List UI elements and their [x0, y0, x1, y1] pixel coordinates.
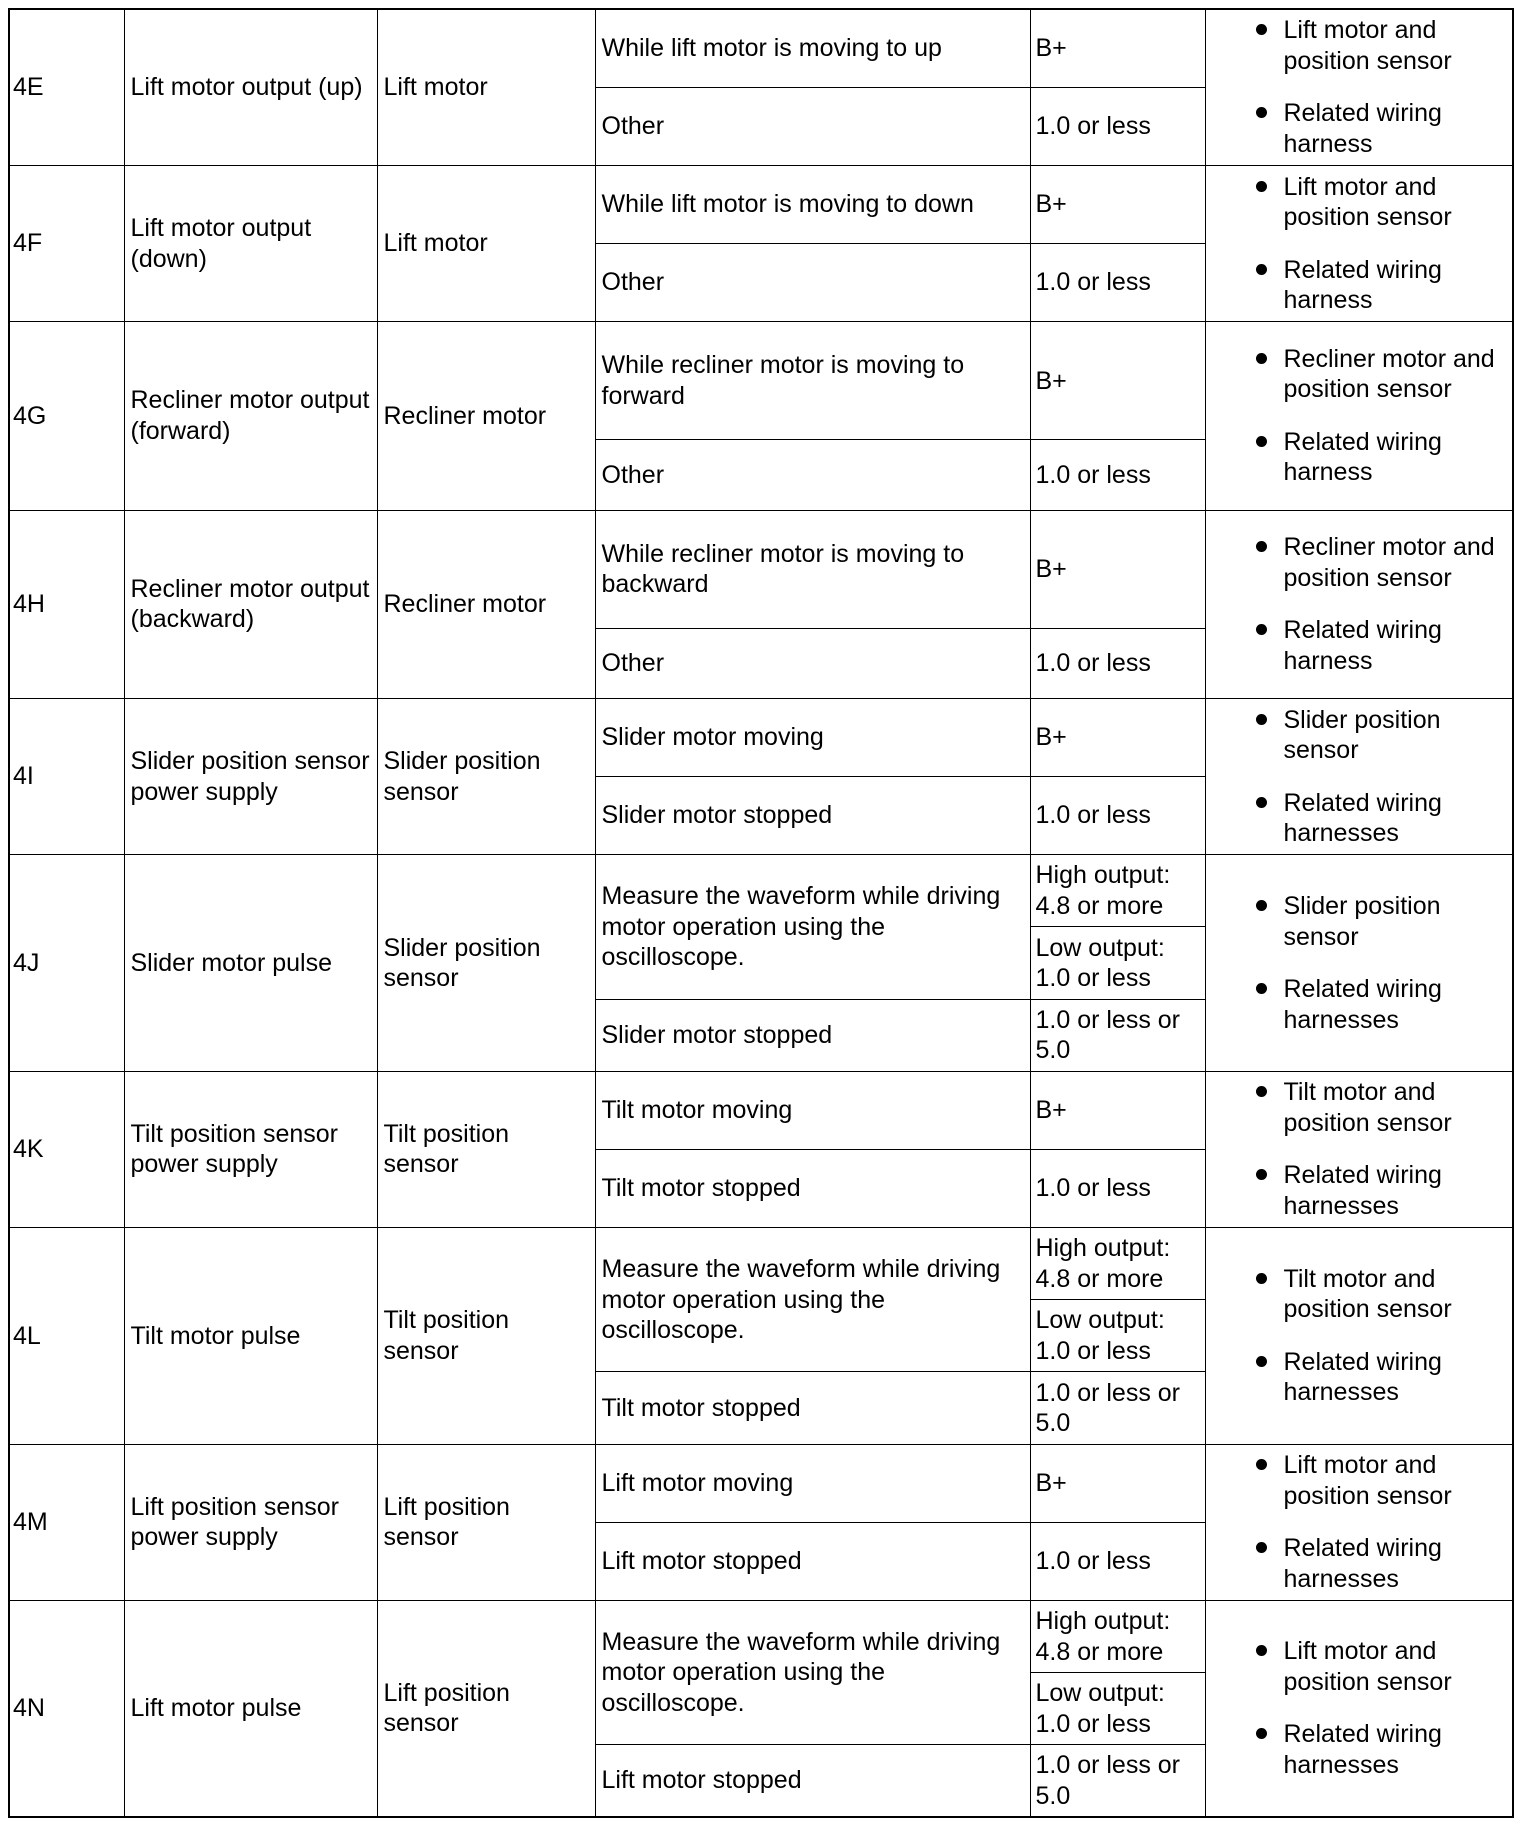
causes-list [1216, 1636, 1505, 1780]
terminal-no: 4E [9, 9, 124, 165]
value-cell: B+ [1030, 322, 1205, 440]
terminal-no: 4L [9, 1228, 124, 1444]
signal-name: Tilt motor pulse [124, 1228, 377, 1444]
bullet-icon [1256, 714, 1267, 725]
causes-list [1216, 1264, 1505, 1408]
condition-cell: Measure the waveform while driving motor operation using the oscilloscope. [595, 1228, 1030, 1372]
causes-list [1216, 344, 1505, 488]
bullet-icon [1256, 1169, 1267, 1180]
bullet-icon [1256, 353, 1267, 364]
component-name: Tilt position sensor [377, 1228, 595, 1444]
value-cell: B+ [1030, 510, 1205, 628]
condition-cell: While lift motor is moving to down [595, 165, 1030, 243]
cause-text: Tilt motor and position sensor [1283, 1264, 1452, 1324]
bullet-icon [1256, 1542, 1267, 1553]
signal-name: Slider position sensor power supply [124, 698, 377, 854]
bullet-icon [1256, 983, 1267, 994]
cause-item [1216, 172, 1505, 233]
component-name: Slider position sensor [377, 698, 595, 854]
terminal-no: 4F [9, 165, 124, 321]
cause-text: Related wiring harness [1283, 99, 1442, 158]
cause-text: Related wiring harness [1283, 255, 1442, 315]
value-cell: High output: 4.8 or more [1030, 1600, 1205, 1672]
table-row [9, 855, 1513, 927]
cause-text: Tilt motor and position sensor [1283, 1078, 1452, 1137]
cause-item [1216, 1719, 1505, 1780]
bullet-icon [1256, 107, 1267, 118]
cause-item [1216, 788, 1505, 849]
value-cell: 1.0 or less [1030, 87, 1205, 165]
cause-text: Related wiring harnesses [1283, 1161, 1442, 1220]
signal-name: Lift motor output (up) [124, 9, 377, 165]
terminal-no: 4H [9, 510, 124, 698]
cause-item [1216, 891, 1505, 952]
terminal-no: 4K [9, 1071, 124, 1227]
causes-list [1216, 15, 1505, 159]
cause-item [1216, 532, 1505, 593]
terminal-no: 4I [9, 698, 124, 854]
causes-list [1216, 1077, 1505, 1221]
component-name: Lift position sensor [377, 1444, 595, 1600]
causes-cell [1205, 1444, 1513, 1600]
cause-item [1216, 705, 1505, 766]
signal-name: Tilt position sensor power supply [124, 1071, 377, 1227]
cause-text: Related wiring harnesses [1283, 1347, 1442, 1407]
terminal-no: 4M [9, 1444, 124, 1600]
causes-cell [1205, 1071, 1513, 1227]
cause-text: Lift motor and position sensor [1283, 172, 1452, 232]
cause-item [1216, 1077, 1505, 1138]
value-cell: B+ [1030, 1444, 1205, 1522]
cause-text: Lift motor and position sensor [1283, 1451, 1452, 1510]
value-cell: High output: 4.8 or more [1030, 1228, 1205, 1300]
causes-cell [1205, 322, 1513, 510]
condition-cell: Tilt motor moving [595, 1071, 1030, 1149]
cause-text: Recliner motor and position sensor [1283, 533, 1495, 592]
cause-item [1216, 1347, 1505, 1408]
cause-text: Recliner motor and position sensor [1283, 344, 1495, 404]
condition-cell: Other [595, 87, 1030, 165]
table-row [9, 1600, 1513, 1672]
condition-cell: Slider motor moving [595, 698, 1030, 776]
component-name: Recliner motor [377, 322, 595, 510]
component-name: Slider position sensor [377, 855, 595, 1071]
condition-cell: Tilt motor stopped [595, 1372, 1030, 1444]
bullet-icon [1256, 900, 1267, 911]
table-row [9, 165, 1513, 243]
condition-cell: Lift motor moving [595, 1444, 1030, 1522]
causes-cell [1205, 165, 1513, 321]
bullet-icon [1256, 1459, 1267, 1470]
signal-name: Lift motor pulse [124, 1600, 377, 1817]
causes-list [1216, 172, 1505, 316]
causes-cell [1205, 698, 1513, 854]
bullet-icon [1256, 436, 1267, 447]
component-name: Lift motor [377, 9, 595, 165]
signal-name: Recliner motor output (forward) [124, 322, 377, 510]
bullet-icon [1256, 181, 1267, 192]
bullet-icon [1256, 541, 1267, 552]
value-cell: B+ [1030, 9, 1205, 87]
cause-item [1216, 98, 1505, 159]
table-row [9, 1071, 1513, 1149]
cause-text: Lift motor and position sensor [1283, 1637, 1452, 1696]
cause-text: Related wiring harnesses [1283, 975, 1442, 1034]
cause-item [1216, 1450, 1505, 1511]
cause-item [1216, 974, 1505, 1035]
condition-cell: While recliner motor is moving to forward [595, 322, 1030, 440]
causes-cell [1205, 1600, 1513, 1817]
bullet-icon [1256, 1356, 1267, 1367]
component-name: Tilt position sensor [377, 1071, 595, 1227]
cause-item [1216, 1264, 1505, 1325]
component-name: Lift position sensor [377, 1600, 595, 1817]
condition-cell: Measure the waveform while driving motor operation using the oscilloscope. [595, 855, 1030, 999]
value-cell: 1.0 or less [1030, 1149, 1205, 1227]
signal-name: Slider motor pulse [124, 855, 377, 1071]
value-cell: 1.0 or less [1030, 1522, 1205, 1600]
bullet-icon [1256, 1645, 1267, 1656]
condition-cell: Slider motor stopped [595, 999, 1030, 1071]
value-cell: Low output: 1.0 or less [1030, 1300, 1205, 1372]
cause-text: Slider position sensor [1283, 892, 1441, 951]
value-cell: 1.0 or less or 5.0 [1030, 1745, 1205, 1817]
condition-cell: Slider motor stopped [595, 777, 1030, 855]
terminal-no: 4G [9, 322, 124, 510]
condition-cell: Other [595, 244, 1030, 322]
terminal-no: 4N [9, 1600, 124, 1817]
signal-name: Lift position sensor power supply [124, 1444, 377, 1600]
table-body [9, 9, 1513, 1817]
causes-cell [1205, 855, 1513, 1071]
cause-item [1216, 1160, 1505, 1221]
value-cell: B+ [1030, 1071, 1205, 1149]
condition-cell: While lift motor is moving to up [595, 9, 1030, 87]
cause-text: Related wiring harnesses [1283, 1534, 1442, 1593]
condition-cell: Other [595, 440, 1030, 510]
signal-name: Lift motor output (down) [124, 165, 377, 321]
bullet-icon [1256, 624, 1267, 635]
table-row [9, 1228, 1513, 1300]
component-name: Lift motor [377, 165, 595, 321]
bullet-icon [1256, 264, 1267, 275]
causes-list [1216, 532, 1505, 676]
cause-item [1216, 427, 1505, 488]
bullet-icon [1256, 797, 1267, 808]
value-cell: 1.0 or less [1030, 244, 1205, 322]
condition-cell: While recliner motor is moving to backward [595, 510, 1030, 628]
value-cell: 1.0 or less [1030, 440, 1205, 510]
value-cell: High output: 4.8 or more [1030, 855, 1205, 927]
signal-name: Recliner motor output (backward) [124, 510, 377, 698]
value-cell: B+ [1030, 698, 1205, 776]
bullet-icon [1256, 1273, 1267, 1284]
value-cell: 1.0 or less [1030, 628, 1205, 698]
causes-cell [1205, 510, 1513, 698]
condition-cell: Measure the waveform while driving motor operation using the oscilloscope. [595, 1600, 1030, 1744]
table-row [9, 698, 1513, 776]
causes-cell [1205, 9, 1513, 165]
condition-cell: Lift motor stopped [595, 1522, 1030, 1600]
bullet-icon [1256, 1728, 1267, 1739]
cause-text: Related wiring harness [1283, 616, 1442, 675]
component-name: Recliner motor [377, 510, 595, 698]
value-cell: 1.0 or less or 5.0 [1030, 999, 1205, 1071]
cause-text: Related wiring harnesses [1283, 788, 1442, 848]
cause-text: Related wiring harness [1283, 427, 1442, 487]
causes-list [1216, 705, 1505, 849]
value-cell: 1.0 or less [1030, 777, 1205, 855]
terminal-no: 4J [9, 855, 124, 1071]
value-cell: 1.0 or less or 5.0 [1030, 1372, 1205, 1444]
value-cell: B+ [1030, 165, 1205, 243]
cause-text: Related wiring harnesses [1283, 1720, 1442, 1779]
causes-list [1216, 891, 1505, 1035]
value-cell: Low output: 1.0 or less [1030, 927, 1205, 999]
cause-text: Slider position sensor [1283, 705, 1441, 765]
cause-text: Lift motor and position sensor [1283, 16, 1452, 75]
terminal-spec-table [8, 8, 1514, 1818]
cause-item [1216, 15, 1505, 76]
bullet-icon [1256, 24, 1267, 35]
table-row [9, 322, 1513, 440]
causes-list [1216, 1450, 1505, 1594]
value-cell: Low output: 1.0 or less [1030, 1673, 1205, 1745]
condition-cell: Other [595, 628, 1030, 698]
table-row [9, 9, 1513, 87]
cause-item [1216, 1636, 1505, 1697]
condition-cell: Tilt motor stopped [595, 1149, 1030, 1227]
table-row [9, 510, 1513, 628]
cause-item [1216, 1533, 1505, 1594]
condition-cell: Lift motor stopped [595, 1745, 1030, 1817]
bullet-icon [1256, 1086, 1267, 1097]
cause-item [1216, 615, 1505, 676]
table-row [9, 1444, 1513, 1522]
causes-cell [1205, 1228, 1513, 1444]
cause-item [1216, 255, 1505, 316]
cause-item [1216, 344, 1505, 405]
